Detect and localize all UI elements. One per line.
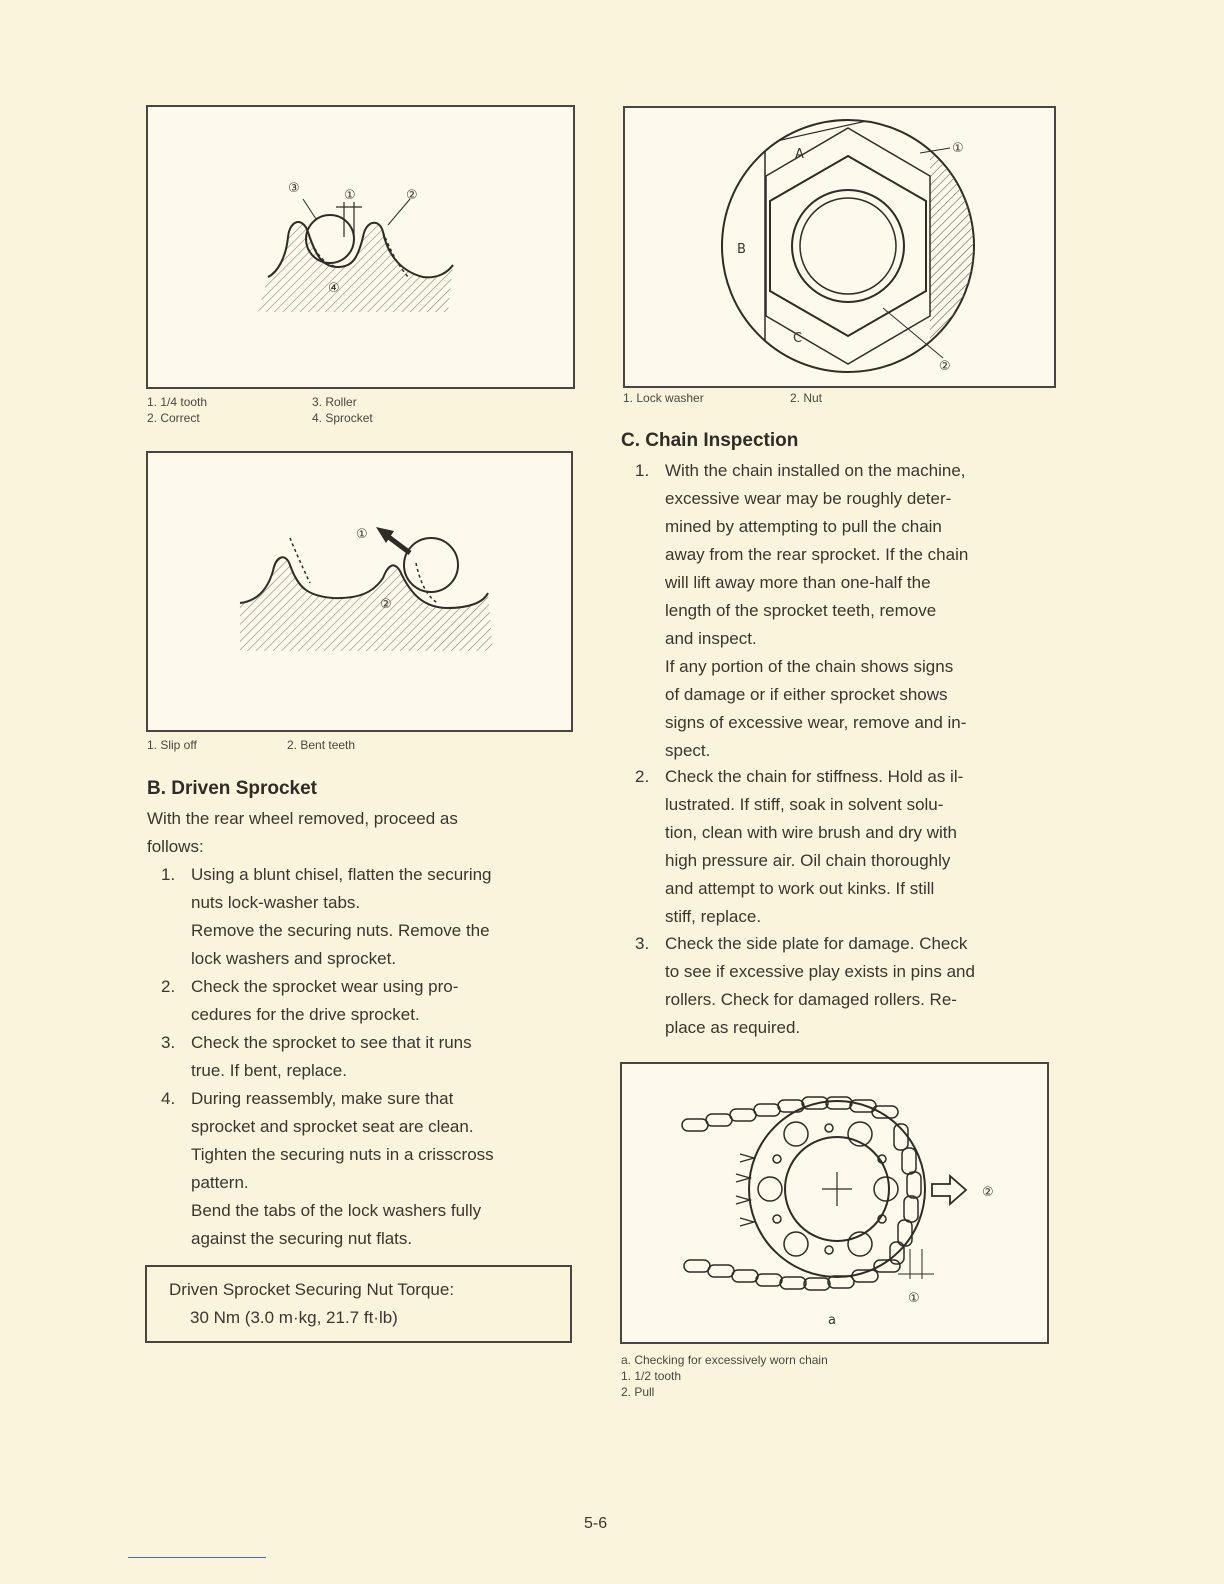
fig2-legend-1: 1. Slip off bbox=[147, 738, 197, 752]
item-line: will lift away more than one-half the bbox=[665, 573, 931, 592]
item-line: against the securing nut flats. bbox=[191, 1229, 413, 1248]
figure-lock-washer bbox=[623, 106, 1056, 388]
lock-washer-illustration bbox=[625, 108, 1054, 386]
fig1-legend-3: 3. Roller bbox=[312, 395, 357, 409]
page-number: 5-6 bbox=[584, 1515, 608, 1532]
fig3-legend bbox=[623, 390, 1043, 408]
fig1-callout-4: ④ bbox=[328, 281, 340, 296]
fig4-callout-2: ② bbox=[982, 1185, 994, 1200]
fig1-legend-4: 4. Sprocket bbox=[312, 411, 373, 425]
item-line: excessive wear may be roughly deter- bbox=[665, 489, 952, 508]
item-line: pattern. bbox=[191, 1173, 249, 1192]
item-line: away from the rear sprocket. If the chain bbox=[665, 545, 969, 564]
fig3-legend-2: 2. Nut bbox=[790, 391, 823, 405]
item-line: Tighten the securing nuts in a crisscross bbox=[191, 1145, 494, 1164]
chain-wear-illustration bbox=[622, 1064, 1047, 1342]
figure-roller-fit bbox=[146, 105, 575, 389]
figure-slip-off bbox=[146, 451, 573, 732]
item-number: 2. bbox=[635, 767, 650, 786]
sprocket-teeth-left bbox=[736, 1154, 754, 1226]
item-line: Check the sprocket to see that it runs bbox=[191, 1033, 472, 1052]
item-line: spect. bbox=[665, 741, 711, 760]
item-number: 1. bbox=[161, 865, 176, 884]
tab-line-a bbox=[745, 108, 925, 148]
item-line: rollers. Check for damaged rollers. Re- bbox=[665, 990, 957, 1009]
hex-nut-outer-tabs bbox=[766, 128, 930, 364]
fig1-legend-2: 2. Correct bbox=[147, 411, 200, 425]
item-line: If any portion of the chain shows signs bbox=[665, 657, 954, 676]
leader-3 bbox=[303, 199, 316, 219]
nut-bore-inner bbox=[800, 198, 896, 294]
item-line: stiff, replace. bbox=[665, 907, 762, 926]
torque-spec-value: 30 Nm (3.0 m·kg, 21.7 ft·lb) bbox=[190, 1308, 398, 1327]
torque-spec-title: Driven Sprocket Securing Nut Torque: bbox=[169, 1280, 455, 1299]
item-line: tion, clean with wire brush and dry with bbox=[665, 823, 957, 842]
fig2-callout-1: ① bbox=[356, 527, 368, 542]
item-line: cedures for the drive sprocket. bbox=[191, 1005, 420, 1024]
fig4-legend bbox=[621, 1352, 1041, 1402]
item-line: place as required. bbox=[665, 1018, 801, 1037]
figure-chain-wear bbox=[620, 1062, 1049, 1344]
item-line: nuts lock-washer tabs. bbox=[191, 893, 361, 912]
item-line: signs of excessive wear, remove and in- bbox=[665, 713, 967, 732]
roller-slipping bbox=[404, 538, 458, 592]
item-line: and inspect. bbox=[665, 629, 757, 648]
item-line: lock washers and sprocket. bbox=[191, 949, 397, 968]
pull-arrow bbox=[932, 1176, 966, 1204]
item-line: lustrated. If stiff, soak in solvent solu- bbox=[665, 795, 944, 814]
fig2-legend bbox=[147, 737, 567, 755]
fig2-legend-2: 2. Bent teeth bbox=[287, 738, 356, 752]
item-number: 3. bbox=[161, 1033, 176, 1052]
item-line: Check the chain for stiffness. Hold as il- bbox=[665, 767, 964, 786]
item-line: Bend the tabs of the lock washers fully bbox=[191, 1201, 482, 1220]
item-line: to see if excessive play exists in pins and bbox=[665, 962, 975, 981]
item-number: 2. bbox=[161, 977, 176, 996]
fig3-label-b: B bbox=[737, 242, 746, 257]
section-b-intro-1: With the rear wheel removed, proceed as bbox=[147, 809, 458, 828]
fig3-legend-1: 1. Lock washer bbox=[623, 391, 704, 405]
fig1-callout-2: ② bbox=[406, 188, 418, 203]
fig3-label-a: A bbox=[795, 147, 804, 162]
nut-bore-outer bbox=[792, 190, 904, 302]
item-line: Remove the securing nuts. Remove the bbox=[191, 921, 490, 940]
section-b-intro-2: follows: bbox=[147, 837, 204, 856]
item-line: Check the side plate for damage. Check bbox=[665, 934, 968, 953]
item-line: sprocket and sprocket seat are clean. bbox=[191, 1117, 474, 1136]
item-number: 1. bbox=[635, 461, 650, 480]
slip-off-illustration bbox=[148, 453, 571, 730]
item-line: high pressure air. Oil chain thoroughly bbox=[665, 851, 951, 870]
fig4-legend-2: 2. Pull bbox=[621, 1385, 655, 1399]
item-number: 4. bbox=[161, 1089, 176, 1108]
item-line: During reassembly, make sure that bbox=[191, 1089, 454, 1108]
fig2-callout-2: ② bbox=[380, 597, 392, 612]
fig3-label-c: C bbox=[793, 331, 803, 346]
item-line: of damage or if either sprocket shows bbox=[665, 685, 948, 704]
item-line: Check the sprocket wear using pro- bbox=[191, 977, 459, 996]
fig4-callout-1: ① bbox=[908, 1291, 920, 1306]
roller bbox=[306, 215, 354, 263]
sprocket-body-bent bbox=[240, 557, 493, 651]
item-number: 3. bbox=[635, 934, 650, 953]
hex-nut bbox=[770, 156, 926, 336]
item-line: mined by attempting to pull the chain bbox=[665, 517, 942, 536]
torque-spec-box bbox=[145, 1265, 572, 1343]
fig3-callout-1: ① bbox=[952, 141, 964, 156]
fig1-legend-1: 1. 1/4 tooth bbox=[147, 395, 208, 409]
item-line: With the chain installed on the machine, bbox=[665, 461, 966, 480]
section-b-heading: B. Driven Sprocket bbox=[147, 778, 317, 799]
roller-fit-illustration bbox=[148, 107, 573, 387]
item-line: Using a blunt chisel, flatten the securing bbox=[191, 865, 492, 884]
section-c-heading: C. Chain Inspection bbox=[621, 430, 799, 451]
fig4-label-a: a bbox=[828, 1313, 836, 1328]
item-line: and attempt to work out kinks. If still bbox=[665, 879, 935, 898]
fig1-legend bbox=[147, 394, 567, 430]
fig4-legend-1: 1. 1/2 tooth bbox=[621, 1369, 682, 1383]
leader-lock-washer bbox=[920, 148, 950, 153]
bent-tab-hatched bbox=[930, 138, 990, 358]
fig3-callout-2: ② bbox=[939, 359, 951, 374]
slip-arrow-shaft bbox=[386, 535, 410, 553]
item-line: true. If bent, replace. bbox=[191, 1061, 347, 1080]
fig1-callout-3: ③ bbox=[288, 181, 300, 196]
fig4-legend-a: a. Checking for excessively worn chain bbox=[621, 1353, 828, 1367]
fig1-callout-1: ① bbox=[344, 188, 356, 203]
footer-rule bbox=[128, 1557, 266, 1558]
item-line: length of the sprocket teeth, remove bbox=[665, 601, 937, 620]
